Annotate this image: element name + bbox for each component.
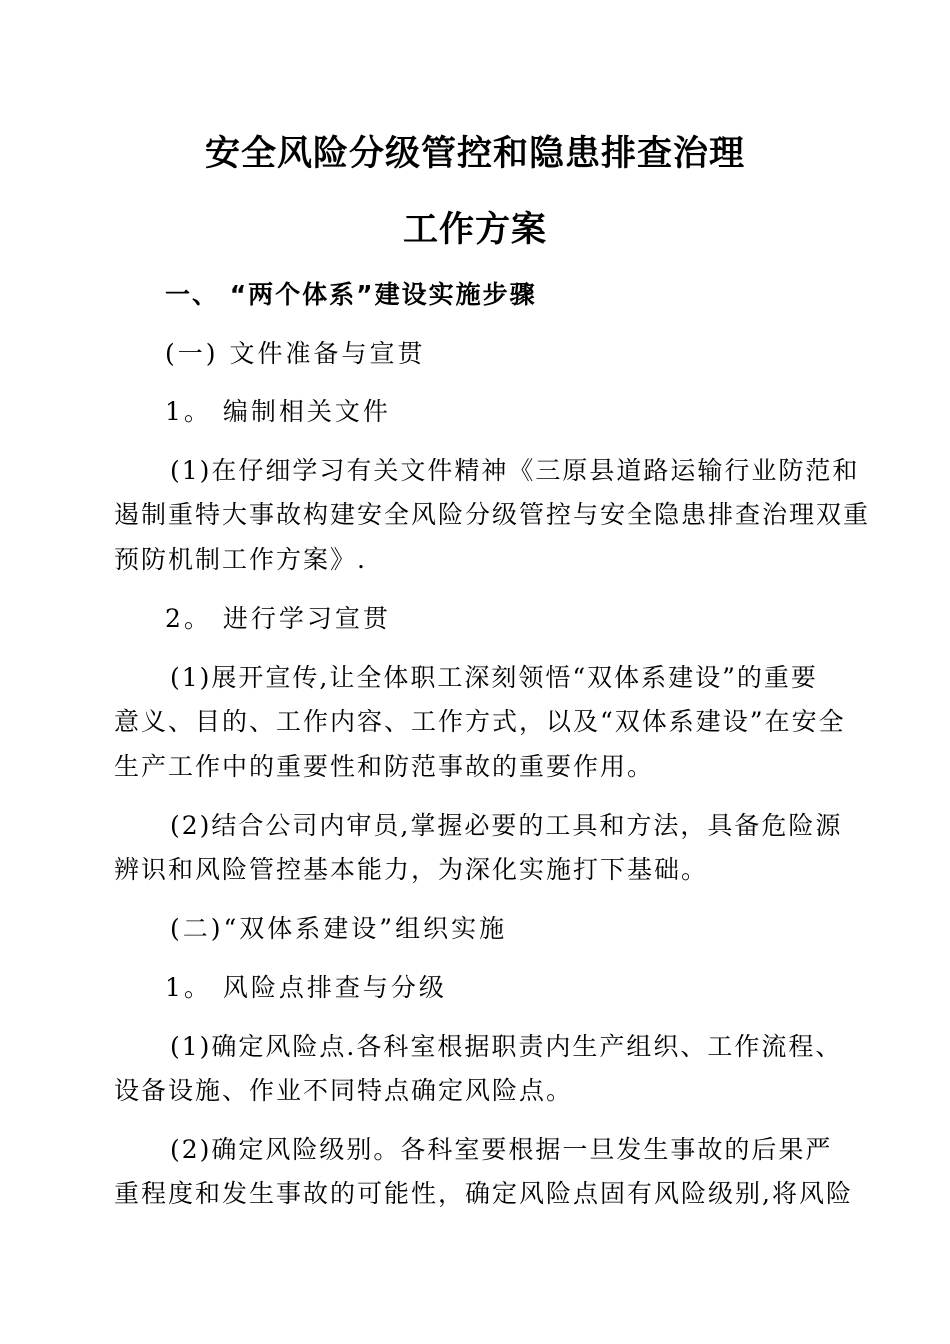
paragraph-line: (1)确定风险点.各科室根据职责内生产组织、工作流程、 — [170, 1032, 843, 1061]
paragraph-line: (1)展开宣传,让全体职工深刻领悟“双体系建设”的重要 — [170, 663, 818, 692]
paragraph-line: (2)确定风险级别。各科室要根据一旦发生事故的后果严 — [170, 1135, 833, 1164]
document-title-line-1: 安全风险分级管控和隐患排查治理 — [204, 134, 745, 174]
paragraph-line: 意义、目的、工作内容、工作方式，以及“双体系建设”在安全 — [114, 707, 846, 736]
section-heading: 一、 “两个体系”建设实施步骤 — [165, 280, 537, 309]
item-heading-1: 1。 编制相关文件 — [165, 397, 391, 426]
paragraph-line: 辨识和风险管控基本能力，为深化实施打下基础。 — [114, 855, 709, 884]
item-heading-3: 1。 风险点排查与分级 — [165, 973, 447, 1002]
document-title-line-2: 工作方案 — [402, 210, 547, 250]
paragraph-line: 设备设施、作业不同特点确定风险点。 — [114, 1076, 574, 1105]
paragraph-line: 遏制重特大事故构建安全风险分级管控与安全隐患排查治理双重 — [114, 500, 871, 529]
subsection-heading-1: (一) 文件准备与宣贯 — [165, 339, 426, 368]
paragraph-line: 重程度和发生事故的可能性，确定风险点固有风险级别,将风险 — [114, 1179, 853, 1208]
item-heading-2: 2。 进行学习宣贯 — [165, 604, 391, 633]
paragraph-line: (1)在仔细学习有关文件精神《三原县道路运输行业防范和 — [170, 456, 860, 485]
paragraph-line: 生产工作中的重要性和防范事故的重要作用。 — [114, 752, 655, 781]
paragraph-line: (2)结合公司内审员,掌握必要的工具和方法，具备危险源 — [170, 811, 843, 840]
subsection-heading-2: (二)“双体系建设”组织实施 — [170, 914, 508, 943]
paragraph-line: 预防机制工作方案》. — [114, 545, 367, 574]
